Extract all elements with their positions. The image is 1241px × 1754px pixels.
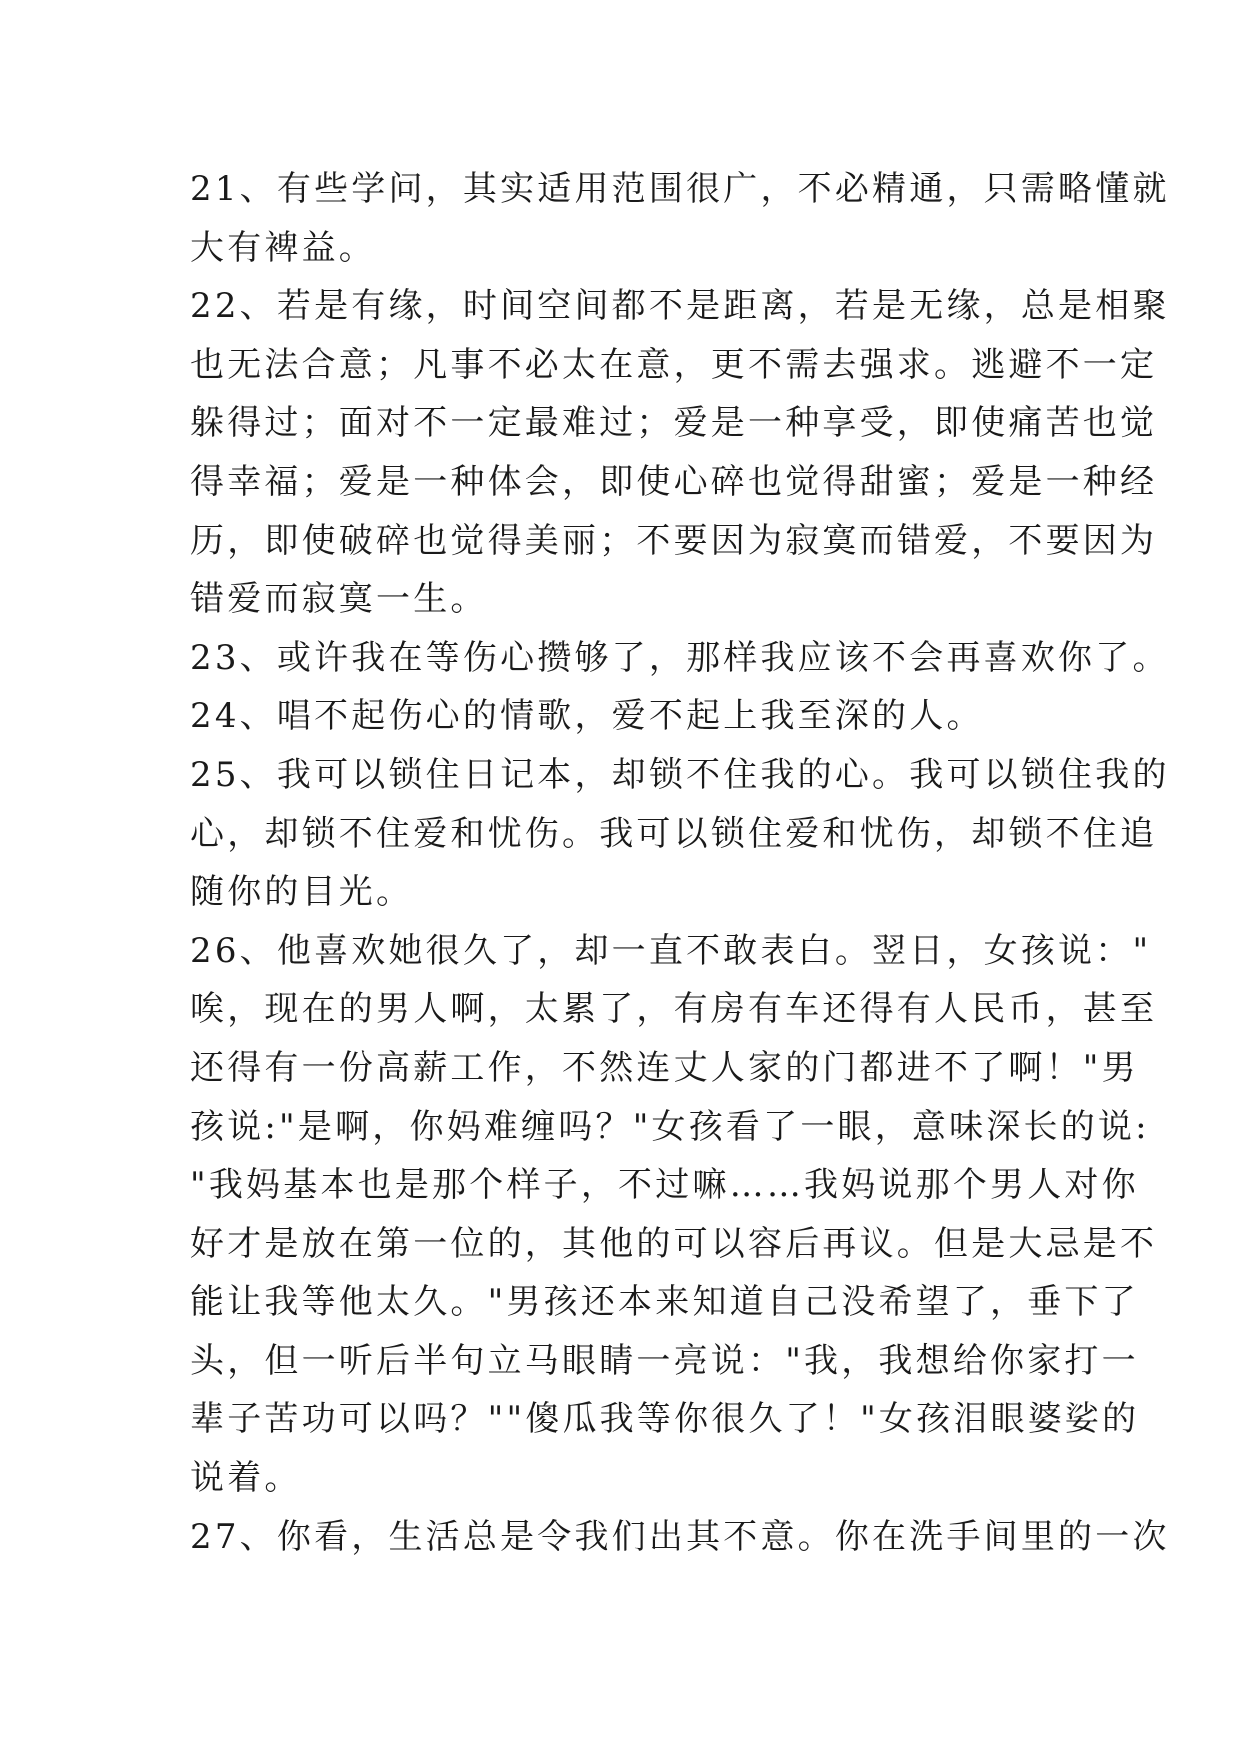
text-line: 27、你看，生活总是令我们出其不意。你在洗手间里的一次 (190, 1516, 1170, 1557)
text-line: 24、唱不起伤心的情歌，爱不起上我至深的人。 (190, 696, 984, 737)
paragraph-entry (190, 922, 1158, 1508)
text-line: 历，即使破碎也觉得美丽；不要因为寂寞而错爱，不要因为 (190, 520, 1158, 561)
text-line: 唉，现在的男人啊，太累了，有房有车还得有人民币，甚至 (190, 989, 1158, 1030)
paragraph-entry (190, 746, 1170, 922)
text-line: 好才是放在第一位的，其他的可以容后再议。但是大忌是不 (190, 1223, 1158, 1264)
text-line: 孩说:"是啊，你妈难缠吗？"女孩看了一眼，意味深长的说: (190, 1106, 1150, 1147)
text-line: 23、或许我在等伤心攒够了，那样我应该不会再喜欢你了。 (190, 637, 1170, 678)
text-line: 得幸福；爱是一种体会，即使心碎也觉得甜蜜；爱是一种经 (190, 461, 1158, 502)
text-line: 25、我可以锁住日记本，却锁不住我的心。我可以锁住我的 (190, 754, 1170, 795)
paragraph-entry (190, 629, 1170, 688)
paragraph-entry (190, 277, 1170, 629)
text-line: 21、有些学问，其实适用范围很广，不必精通，只需略懂就 (190, 169, 1170, 209)
text-line: 躲得过；面对不一定最难过；爱是一种享受，即使痛苦也觉 (190, 403, 1158, 444)
text-line: 能让我等他太久。"男孩还本来知道自己没希望了，垂下了 (190, 1282, 1139, 1323)
text-line: 心，却锁不住爱和忧伤。我可以锁住爱和忧伤，却锁不住追 (190, 813, 1158, 854)
text-line: 还得有一份高薪工作，不然连丈人家的门都进不了啊！"男 (190, 1047, 1139, 1088)
document-body (190, 160, 1170, 1566)
text-line: 26、他喜欢她很久了，却一直不敢表白。翌日，女孩说：" (190, 930, 1152, 971)
text-line: 也无法合意；凡事不必太在意，更不需去强求。逃避不一定 (190, 344, 1158, 385)
text-line: "我妈基本也是那个样子，不过嘛……我妈说那个男人对你 (190, 1165, 1139, 1206)
paragraph-entry (190, 160, 1170, 277)
text-line: 随你的目光。 (190, 872, 414, 913)
paragraph-entry (190, 1508, 1170, 1567)
text-line: 辈子苦功可以吗？""傻瓜我等你很久了！"女孩泪眼婆娑的 (190, 1399, 1140, 1440)
text-line: 22、若是有缘，时间空间都不是距离，若是无缘，总是相聚 (190, 286, 1170, 327)
text-line: 错爱而寂寞一生。 (190, 579, 488, 620)
paragraph-entry (190, 687, 1060, 746)
text-line: 大有裨益。 (190, 227, 376, 268)
text-line: 说着。 (190, 1458, 302, 1499)
text-line: 头，但一听后半句立马眼睛一亮说："我，我想给你家打一 (190, 1340, 1139, 1381)
